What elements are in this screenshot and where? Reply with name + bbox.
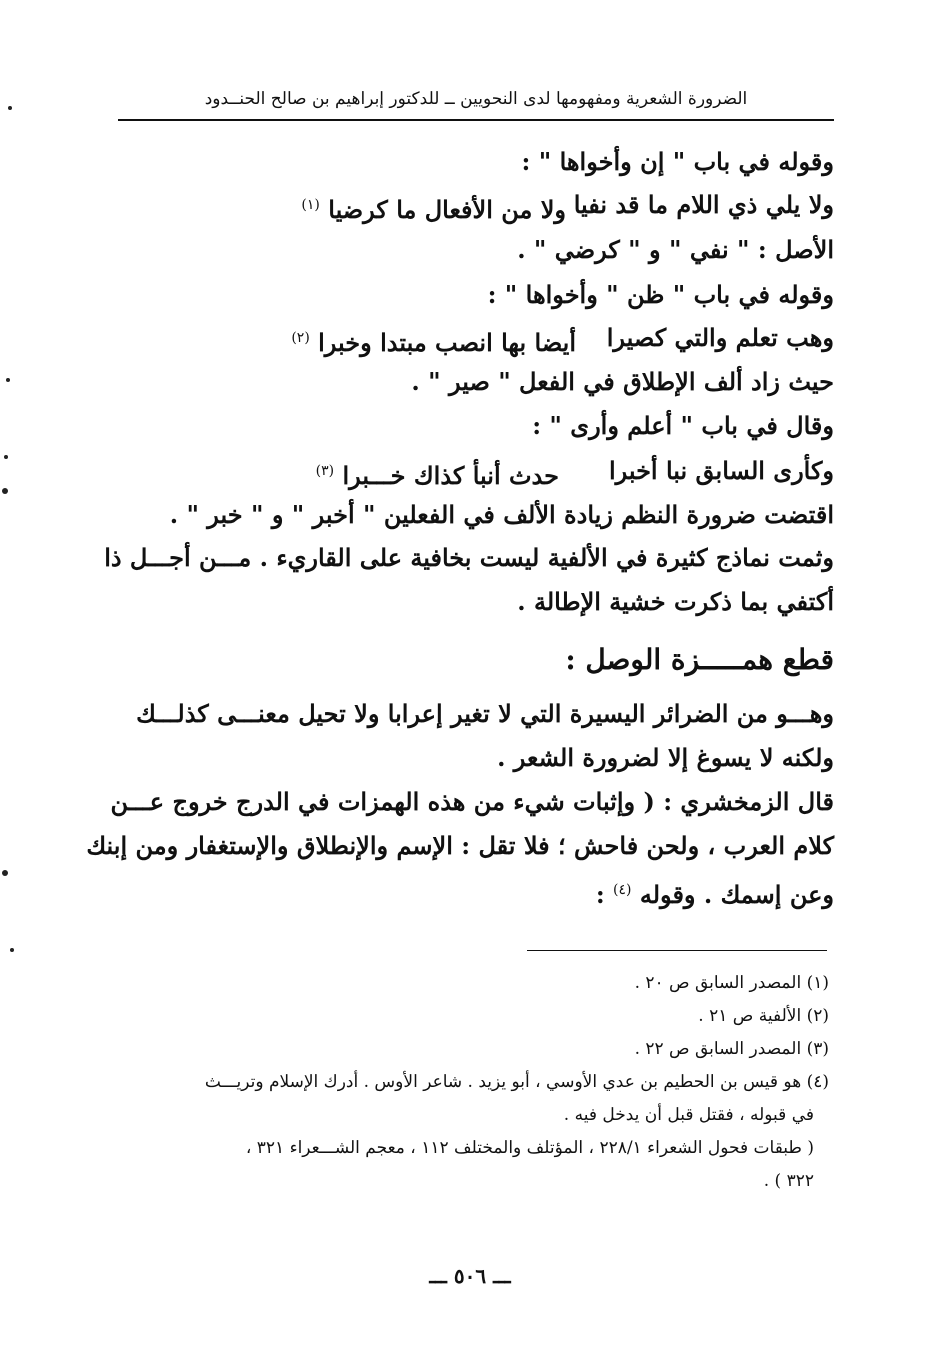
body-line: كلام العرب ، ولحن فاحش ؛ فلا تقل : الإسم والإنطلاق والإستغفار ومن إبنك	[86, 831, 834, 860]
section-title: قطع همـــــزة الوصل :	[565, 643, 834, 676]
verse-hemistich-right: ولا يلي ذي اللام ما قد نفيا	[573, 190, 834, 219]
verse-hemistich-right: وكأرى السابق نبا أخبرا	[608, 456, 834, 485]
verse-text: حدث أنبأ كذاك خـــبرا	[342, 461, 559, 490]
running-header: الضرورة الشعرية ومفهومها لدى النحويين ــ للدكتور إبراهيم بن صالح الحنــدود	[204, 89, 748, 109]
verse-hemistich-right: وهب تعلم والتي كصيرا	[606, 323, 834, 352]
verse-text: أيضا بها انصب مبتدا وخبرا	[318, 328, 576, 357]
body-line: قال الزمخشري : ( وإثبات شيء من هذه الهمزات في الدرج خروج عـــن	[110, 787, 834, 816]
body-line: وقال في باب " أعلم وأرى " :	[532, 411, 834, 440]
footnote: ٣٢٢ ) .	[763, 1171, 814, 1191]
footnote-ref: (٤)	[613, 882, 632, 898]
verse-hemistich-left	[316, 453, 559, 494]
footnote: ( طبقات فحول الشعراء ٢٢٨/١ ، المؤتلف والمختلف ١١٢ ، معجم الشـــعراء ٣٢١ ،	[245, 1138, 814, 1158]
footnote-ref: (٣)	[315, 463, 335, 479]
header-rule	[118, 119, 834, 121]
body-line: وقوله في باب " إن وأخواها " :	[521, 147, 834, 176]
verse-hemistich-left	[291, 320, 576, 361]
footnote-ref: (٢)	[291, 330, 310, 346]
body-line	[596, 872, 834, 913]
footnote: في قبوله ، فقتل قبل أن يدخل فيه .	[563, 1105, 814, 1125]
verse-hemistich-left	[301, 187, 566, 228]
footnote: (١) المصدر السابق ص ٢٠ .	[634, 973, 829, 993]
footnote-ref: (١)	[301, 197, 320, 213]
body-text: :	[595, 880, 605, 909]
scan-speck	[10, 948, 14, 952]
body-line: ولكنه لا يسوغ إلا لضرورة الشعر .	[497, 743, 834, 772]
body-line: أكتفي بما ذكرت خشية الإطالة .	[517, 587, 834, 616]
body-line: الأصل : " نفي " و " كرضي " .	[517, 235, 834, 264]
footnote-rule	[527, 950, 827, 951]
scan-speck	[8, 106, 12, 110]
scan-speck	[2, 488, 8, 494]
scan-speck	[6, 378, 10, 382]
body-line: وهـــو من الضرائر اليسيرة التي لا تغير إعرابا ولا تحيل معنـــى كذلـــك	[136, 699, 834, 728]
footnote: (٤) هو قيس بن الحطيم بن عدي الأوسي ، أبو يزيد . شاعر الأوس . أدرك الإسلام وتريـــث	[204, 1072, 829, 1092]
footnote: (٢) الألفية ص ٢١ .	[698, 1006, 829, 1026]
scan-speck	[4, 455, 8, 459]
body-text: وعن إسمك . وقوله	[639, 880, 834, 909]
body-line: وقوله في باب " ظن " وأخواها " :	[487, 280, 834, 309]
scan-speck	[2, 870, 8, 876]
page-number: ـــ ٥٠٦ ـــ	[429, 1264, 511, 1288]
verse-text: ولا من الأفعال ما كرضيا	[328, 195, 566, 224]
body-line: حيث زاد ألف الإطلاق في الفعل " صير " .	[411, 367, 834, 396]
body-line: وثمت نماذج كثيرة في الألفية ليست بخافية على القاريء . مـــن أجـــل ذا	[104, 543, 834, 572]
body-line: اقتضت ضرورة النظم زيادة الألف في الفعلين " أخبر " و " خبر " .	[169, 500, 834, 529]
footnote: (٣) المصدر السابق ص ٢٢ .	[634, 1039, 829, 1059]
